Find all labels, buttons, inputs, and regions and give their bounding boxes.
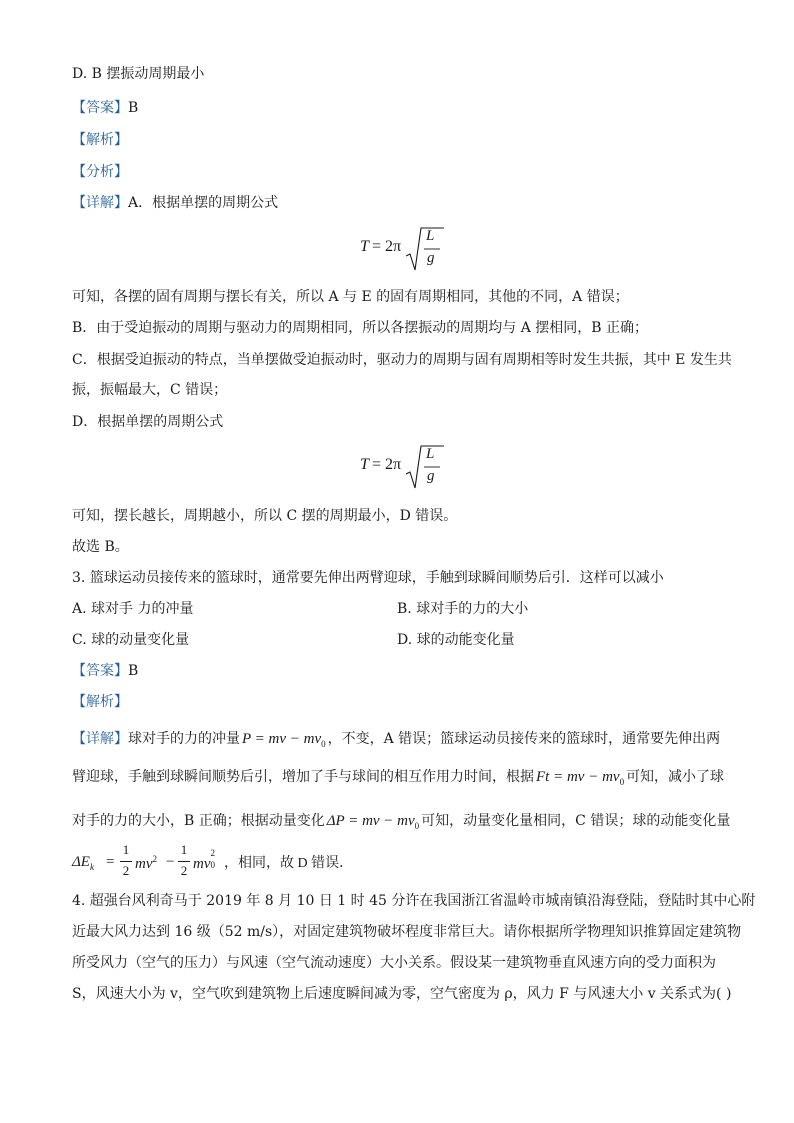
dek-symbol	[72, 854, 94, 872]
formula-T: T	[360, 456, 369, 473]
line-c2: 振，振幅最大，C 错误；	[72, 382, 228, 398]
sup-two: 2	[152, 854, 157, 864]
impulse-formula	[242, 731, 326, 747]
detail-label: 【详解】	[72, 731, 128, 747]
formula-eq: = 2π	[372, 238, 402, 255]
period-formula-2	[360, 444, 480, 492]
sub-zero: 0	[619, 777, 625, 787]
mv02-term	[193, 848, 219, 873]
line-c1: C．根据受迫振动的特点，当单摆做受迫振动时，驱动力的周期与固有周期相等时发生共振，其中 E 发生共	[72, 352, 732, 368]
detail3-text-1a: 球对手的力的冲量	[128, 731, 240, 747]
line-a-conclusion: 可知，各摆的固有周期与摆长有关，所以 A 与 E 的固有周期相同，其他的不同，A 错误；	[72, 289, 629, 305]
eq-sign: =	[106, 854, 115, 870]
analysis-label-3: 【解析】	[72, 694, 128, 710]
option-3d: D. 球的动能变化量	[397, 632, 515, 648]
dp-formula	[327, 813, 419, 829]
answer-value: B	[128, 663, 139, 679]
detail3-line4	[72, 842, 392, 886]
frac2-num: 1	[180, 842, 188, 857]
detail3-line1	[72, 729, 720, 754]
frac1-bar	[120, 861, 132, 862]
minus-sign: −	[166, 854, 175, 870]
dek-expr: ΔE	[72, 854, 90, 870]
option-3a: A. 球对手 力的冲量	[72, 601, 194, 617]
question-4-line2: 近最大风力达到 16 级（52 m/s），对固定建筑物破坏程度非常巨大。请你根据所学物理知识推算固定建筑物	[72, 924, 742, 940]
frac1-num: 1	[122, 842, 130, 857]
analysis-label-1: 【解析】	[72, 132, 128, 148]
question-4-line3: 所受风力（空气的压力）与风速（空气流动速度）大小关系。假设某一建筑物垂直风速方向的受力面积为	[72, 955, 716, 971]
detail3-text-3b: 可知，动量变化量相同，C 错误；球的动能变化量	[421, 813, 731, 829]
fenxi-label: 【分析】	[72, 164, 128, 180]
detail3-text-2a: 臂迎球，手触到球瞬间顺势后引，增加了手与球间的相互作用力时间，根据	[72, 769, 534, 785]
line-d1: D．根据单摆的周期公式	[72, 414, 224, 430]
mv02-expr: mv	[193, 856, 211, 872]
formula-eq: = 2π	[372, 456, 402, 473]
answer-line-3	[72, 661, 138, 681]
answer-label: 【答案】	[72, 100, 128, 116]
frac1-den: 2	[122, 863, 130, 878]
formula-g: g	[427, 250, 435, 266]
mv2-term	[135, 854, 157, 873]
sub-k: k	[89, 862, 94, 872]
detail3-text-3a: 对手的力的大小，B 正确；根据动量变化	[72, 813, 325, 829]
formula-L: L	[426, 228, 435, 244]
detail3-text-2b: 可知，减小了球	[626, 769, 725, 785]
line-d2: 可知，摆长越长，周期越小，所以 C 摆的周期最小，D 错误。	[72, 508, 458, 524]
sub-zero: 0	[210, 860, 215, 870]
answer-value: B	[128, 100, 139, 116]
sup-two: 2	[210, 848, 215, 858]
detail-line-a	[72, 193, 278, 213]
formula-T: T	[360, 238, 369, 255]
formula-g: g	[427, 468, 435, 484]
question-4-line4: S，风速大小为 v，空气吹到建筑物上后速度瞬间减为零，空气密度为 ρ，风力 F 与风速大小 v 关系式为( )	[72, 986, 732, 1002]
detail-label: 【详解】	[72, 195, 128, 211]
sub-zero: 0	[414, 821, 420, 831]
detail3-text-4b: ，相同，故 D 错误．	[224, 856, 354, 871]
formula-L: L	[426, 446, 435, 462]
line-b: B．由于受迫振动的周期与驱动力的周期相同，所以各摆振动的周期均与 A 摆相同，B 正确；	[72, 320, 649, 336]
dp-expr: ΔP = mv − mv	[326, 813, 415, 829]
answer-label: 【答案】	[72, 663, 128, 679]
detail3-line3	[72, 811, 730, 836]
detail3-text-1b: ，不变，A 错误；篮球运动员接传来的篮球时，通常要先伸出两	[327, 731, 721, 747]
line-conclusion: 故选 B。	[72, 539, 129, 555]
period-formula-1	[360, 226, 480, 274]
detail-text: A．根据单摆的周期公式	[128, 195, 279, 211]
ft-formula	[536, 769, 624, 785]
question-3: 3. 篮球运动员接传来的篮球时，通常要先伸出两臂迎球，手触到球瞬间顺势后引．这样可以减小	[72, 570, 664, 586]
option-3b: B. 球对手的力的大小	[397, 601, 529, 617]
option-d-line: D. B 摆振动周期最小	[72, 66, 205, 82]
option-3c: C. 球的动量变化量	[72, 632, 190, 648]
frac2-bar	[178, 861, 190, 862]
ft-expr: Ft = mv − mv	[536, 769, 620, 785]
mv2-expr: mv	[135, 856, 153, 872]
answer-line-1	[72, 98, 138, 118]
detail3-line2	[72, 767, 724, 792]
frac2-den: 2	[180, 863, 188, 878]
sub-zero: 0	[321, 739, 326, 749]
question-4-line1: 4. 超强台风利奇马于 2019 年 8 月 10 日 1 时 45 分许在我国浙江省温岭市城南镇沿海登陆，登陆时其中心附	[72, 893, 756, 909]
impulse-expr: P = mv − mv	[242, 731, 322, 747]
